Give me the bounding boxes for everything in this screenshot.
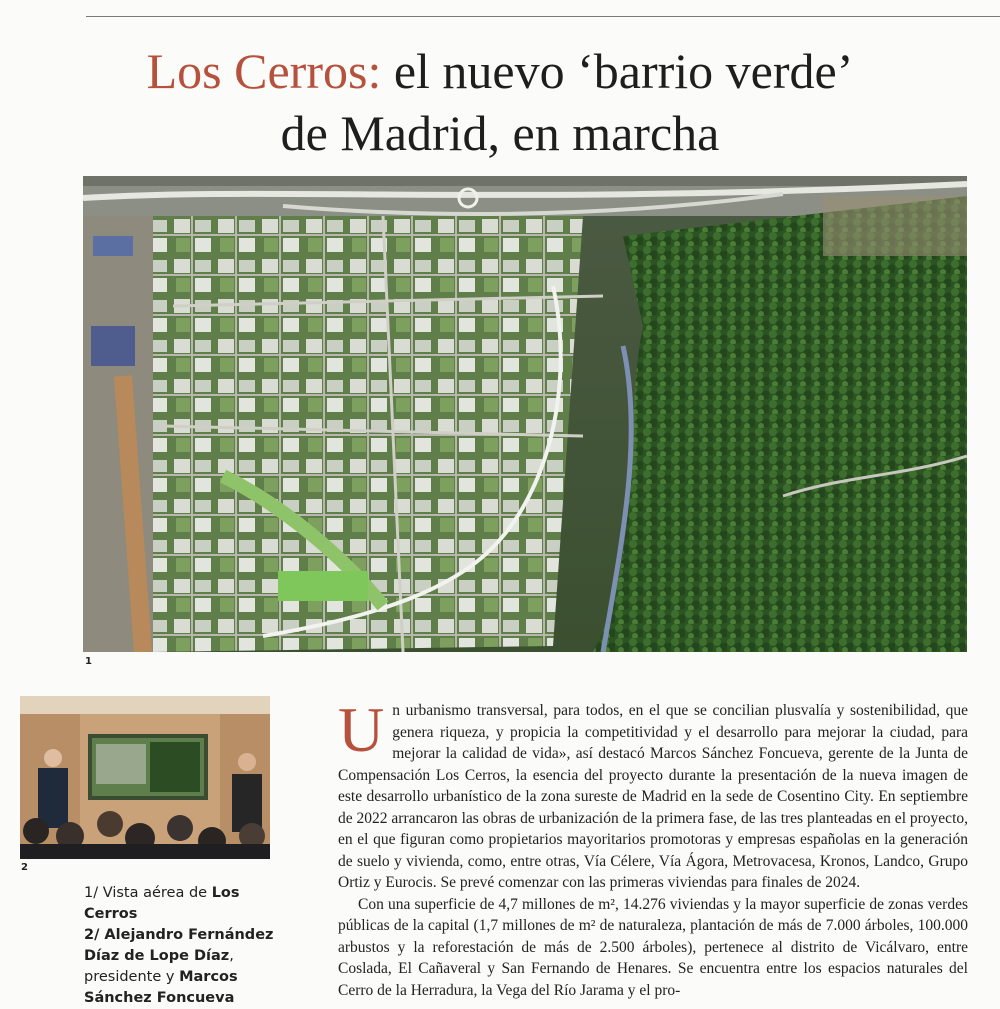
caption-2-bold-marcos: Marcos xyxy=(179,969,238,985)
aerial-illustration xyxy=(83,176,967,652)
article-body xyxy=(338,694,968,1001)
caption-1-line2 xyxy=(84,904,284,925)
event-illustration xyxy=(20,696,270,859)
photo-figure-number: 2 xyxy=(21,862,28,873)
article-paragraph-1-text: n urbanismo transversal, para todos, en el que se concilian plusvalía y sostenibilidad, que genera riqueza, y propicia la competitividad y el desarrollo para mejorar la ciudad, para mejorar la calidad de vida», así destacó Marcos Sánchez Foncueva, gerente de la Junta de Compensación Los Cerros, la esencia del proyecto durante la presentación de la nueva imagen de este desarrollo urbanístico de la zona sureste de Madrid en la sede de Cosentino City. En septiembre de 2022 arrancaron las obras de urbanización de la primera fase, de las tres planteadas en el proyecto, en el que figuran como propietarios mayoritarios promotoras y empresas españolas en la generación de suelo y vivienda, como, entre otras, Vía Célere, Vía Ágora, Metrovacesa, Kronos, Landco, Grupo Ortiz y Eurocis. Se prevé comenzar con las primeras viviendas para finales de 2024. xyxy=(338,702,968,891)
caption-1-bold-cerros: Cerros xyxy=(84,906,138,922)
caption-1-line1 xyxy=(84,883,284,904)
hero-figure-number: 1 xyxy=(85,656,92,667)
caption-1-prefix: 1/ Vista aérea de xyxy=(84,885,212,901)
article-paragraph-2: Con una superficie de 4,7 millones de m², 14.276 viviendas y la mayor superficie de zonas verdes públicas de la capital (1,7 millones de m² de naturaleza, plantación de más de 7.000 árboles, 100.000 arbustos y la reforestación de más de 2.500 árboles), pertenece al distrito de Vicálvaro, entre Coslada, El Cañaveral y San Fernando de Henares. Se encuentra entre los espacios naturales del Cerro de la Herradura, la Vega del Río Jarama y el pro- xyxy=(338,895,968,999)
caption-2-line4 xyxy=(84,988,284,1009)
caption-2-bold-cont: Díaz de Lope Díaz xyxy=(84,948,230,964)
headline-highlight: Los Cerros: xyxy=(146,43,382,99)
caption-1-bold-los: Los xyxy=(211,885,240,901)
caption-2-line3: presidente y Marcos xyxy=(84,969,238,985)
top-rule xyxy=(86,16,1000,17)
caption xyxy=(84,883,284,1009)
caption-2-line1 xyxy=(84,925,284,946)
caption-2-line2: Díaz de Lope Díaz, xyxy=(84,948,234,964)
headline xyxy=(0,40,1000,164)
headline-rest-line1: el nuevo ‘barrio verde’ xyxy=(381,43,854,99)
hero-aerial-image xyxy=(83,176,967,652)
article-paragraph-1 xyxy=(338,694,968,894)
caption-2-bold: 2/ Alejandro Fernández xyxy=(84,927,274,943)
event-photo xyxy=(20,696,270,859)
headline-line2: de Madrid, en marcha xyxy=(280,105,720,161)
drop-cap: U xyxy=(338,694,385,765)
caption-2-bold-sanchez: Sánchez Foncueva xyxy=(84,990,235,1006)
